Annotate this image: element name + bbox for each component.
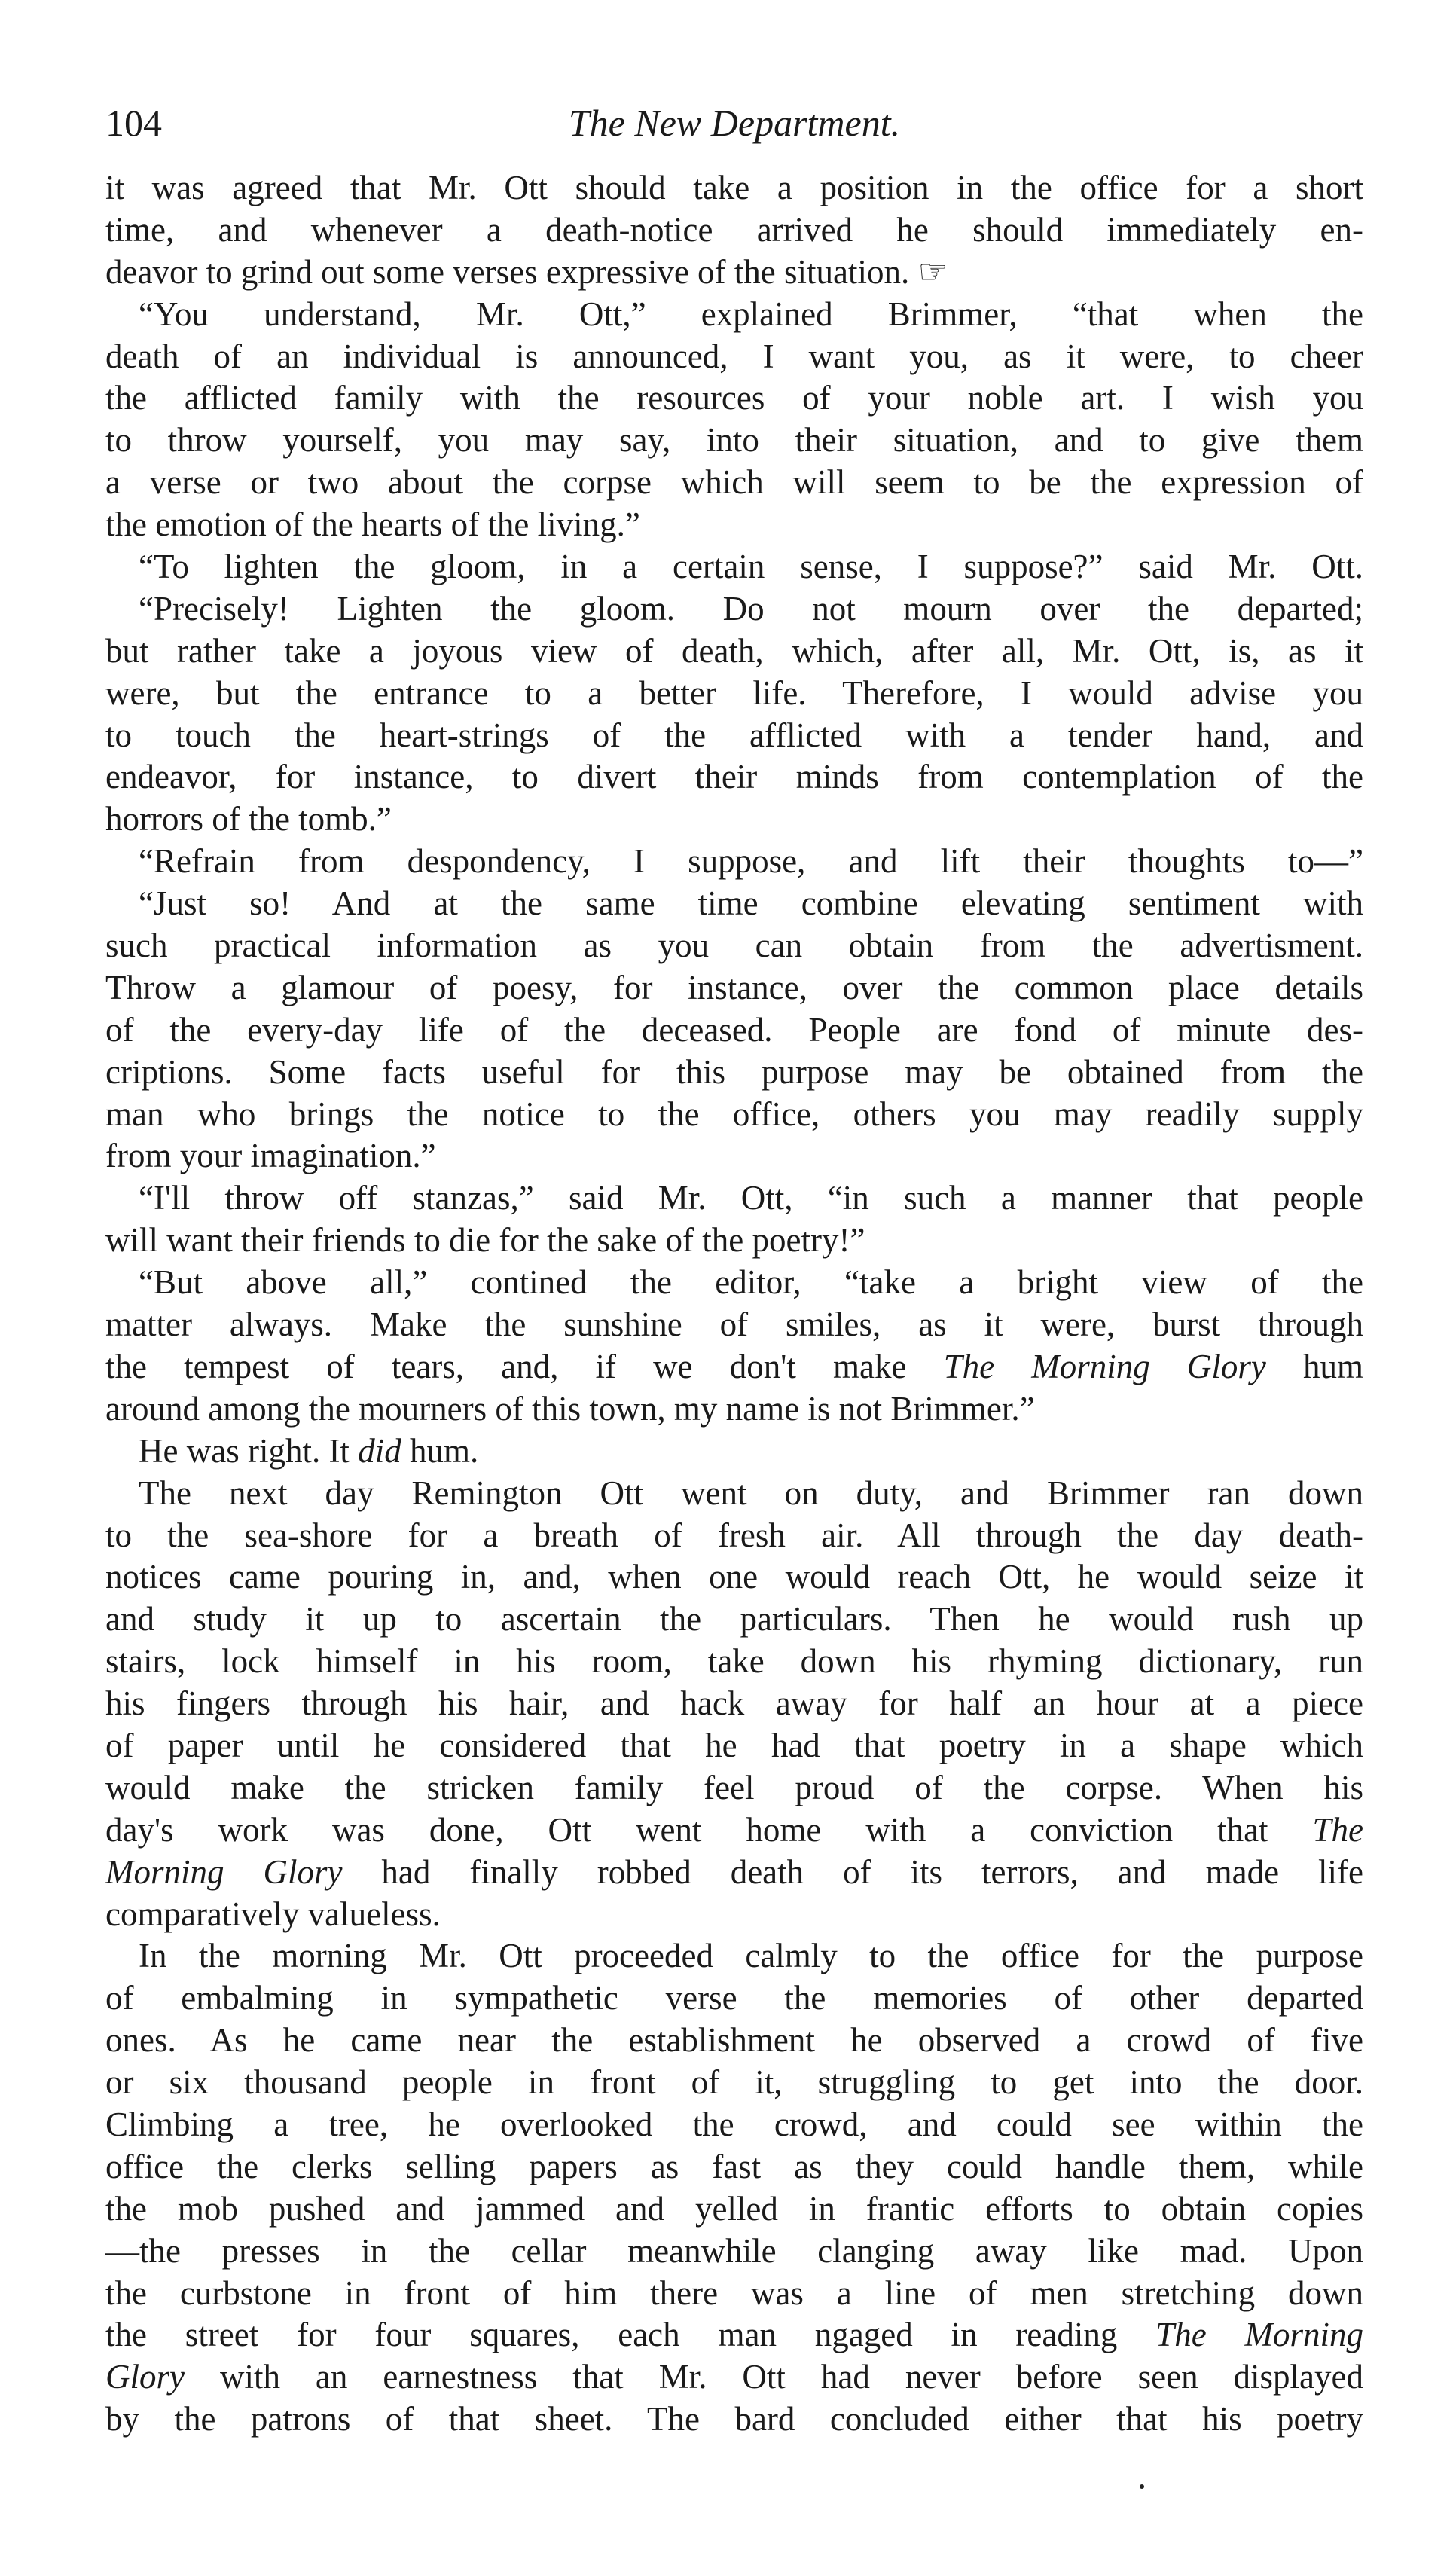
- text-line: endeavor, for instance, to divert their minds from contemplation of the: [105, 758, 1363, 796]
- text-line: comparatively valueless.: [105, 1895, 441, 1933]
- text-line: He was right. It did hum.: [139, 1431, 479, 1470]
- text-line: the tempest of tears, and, if we don't make The Morning Glory hum: [105, 1347, 1363, 1385]
- text-line: —the presses in the cellar meanwhile clanging away like mad. Upon: [105, 2231, 1363, 2270]
- text-line: horrors of the tomb.”: [105, 800, 392, 838]
- text-line: Morning Glory had finally robbed death of its terrors, and made life: [105, 1852, 1363, 1891]
- text-line: of embalming in sympathetic verse the memories of other departed: [105, 1979, 1363, 2017]
- text-line: “Just so! And at the same time combine elevating sentiment with: [139, 884, 1363, 923]
- text-line: but rather take a joyous view of death, which, after all, Mr. Ott, is, as it: [105, 631, 1363, 670]
- text-line: to throw yourself, you may say, into their situation, and to give them: [105, 421, 1363, 460]
- text-line: his fingers through his hair, and hack away for half an hour at a piece: [105, 1684, 1363, 1723]
- text-line: from your imagination.”: [105, 1137, 436, 1175]
- text-line: Climbing a tree, he overlooked the crowd, and could see within the: [105, 2105, 1363, 2143]
- text-line: day's work was done, Ott went home with a conviction that The: [105, 1810, 1363, 1849]
- text-line: notices came pouring in, and, when one would reach Ott, he would seize it: [105, 1558, 1363, 1596]
- text-line: The next day Remington Ott went on duty, and Brimmer ran down: [139, 1473, 1363, 1512]
- text-line: the emotion of the hearts of the living.”: [105, 505, 640, 544]
- text-line: it was agreed that Mr. Ott should take a position in the office for a short: [105, 169, 1363, 206]
- text-line: “You understand, Mr. Ott,” explained Brimmer, “that when the: [139, 295, 1363, 333]
- text-line: to the sea-shore for a breath of fresh air. All through the day death-: [105, 1516, 1363, 1554]
- text-line: office the clerks selling papers as fast as they could handle them, while: [105, 2147, 1363, 2185]
- text-line: the mob pushed and jammed and yelled in frantic efforts to obtain copies: [105, 2189, 1363, 2228]
- text-line: In the morning Mr. Ott proceeded calmly to the office for the purpose: [139, 1937, 1363, 1975]
- text-line: “To lighten the gloom, in a certain sense, I suppose?” said Mr. Ott.: [139, 548, 1363, 586]
- text-line: around among the mourners of this town, my name is not Brimmer.”: [105, 1389, 1035, 1428]
- text-line: the afflicted family with the resources of your noble art. I wish you: [105, 379, 1363, 417]
- body-text: [105, 167, 1363, 2441]
- print-speck: [1140, 2484, 1144, 2489]
- text-line: matter always. Make the sunshine of smiles, as it were, burst through: [105, 1306, 1363, 1344]
- text-line: death of an individual is announced, I want you, as it were, to cheer: [105, 337, 1363, 375]
- text-line: to touch the heart-strings of the afflicted with a tender hand, and: [105, 716, 1363, 754]
- text-line: will want their friends to die for the sake of the poetry!”: [105, 1221, 865, 1260]
- text-line: “But above all,” contined the editor, “take a bright view of the: [139, 1263, 1363, 1302]
- text-line: or six thousand people in front of it, struggling to get into the door.: [105, 2063, 1363, 2102]
- text-line: of paper until he considered that he had that poetry in a shape which: [105, 1726, 1363, 1764]
- text-line: such practical information as you can obtain from the advertisment.: [105, 927, 1363, 965]
- text-line: by the patrons of that sheet. The bard concluded either that his poetry: [105, 2400, 1363, 2438]
- page-number: 104: [105, 102, 162, 144]
- text-line: and study it up to ascertain the particulars. Then he would rush up: [105, 1600, 1363, 1638]
- text-line: man who brings the notice to the office, others you may readily supply: [105, 1095, 1363, 1133]
- text-line: were, but the entrance to a better life. Therefore, I would advise you: [105, 673, 1363, 712]
- text-line: criptions. Some facts useful for this purpose may be obtained from the: [105, 1052, 1363, 1091]
- text-line: a verse or two about the corpse which will seem to be the expression of: [105, 463, 1363, 502]
- page-header: [105, 96, 1363, 149]
- text-line: stairs, lock himself in his room, take down his rhyming dictionary, run: [105, 1642, 1363, 1681]
- text-line: time, and whenever a death-notice arrived he should immediately en-: [105, 210, 1363, 249]
- text-line: the curbstone in front of him there was a line of men stretching down: [105, 2274, 1363, 2312]
- text-line: Throw a glamour of poesy, for instance, over the common place details: [105, 968, 1363, 1006]
- text-line: of the every-day life of the deceased. People are fond of minute des-: [105, 1010, 1363, 1049]
- text-line: deavor to grind out some verses expressive of the situation. ☞: [105, 252, 948, 291]
- text-line: “Precisely! Lighten the gloom. Do not mourn over the departed;: [139, 589, 1363, 628]
- text-line: “I'll throw off stanzas,” said Mr. Ott, “in such a manner that people: [139, 1179, 1363, 1217]
- text-line: ones. As he came near the establishment he observed a crowd of five: [105, 2021, 1363, 2060]
- text-line: “Refrain from despondency, I suppose, and lift their thoughts to—”: [139, 842, 1363, 881]
- running-title: The New Department.: [568, 102, 901, 144]
- text-line: would make the stricken family feel proud of the corpse. When his: [105, 1768, 1363, 1806]
- text-line: Glory with an earnestness that Mr. Ott had never before seen displayed: [105, 2358, 1363, 2396]
- text-line: the street for four squares, each man ngaged in reading The Morning: [105, 2316, 1363, 2354]
